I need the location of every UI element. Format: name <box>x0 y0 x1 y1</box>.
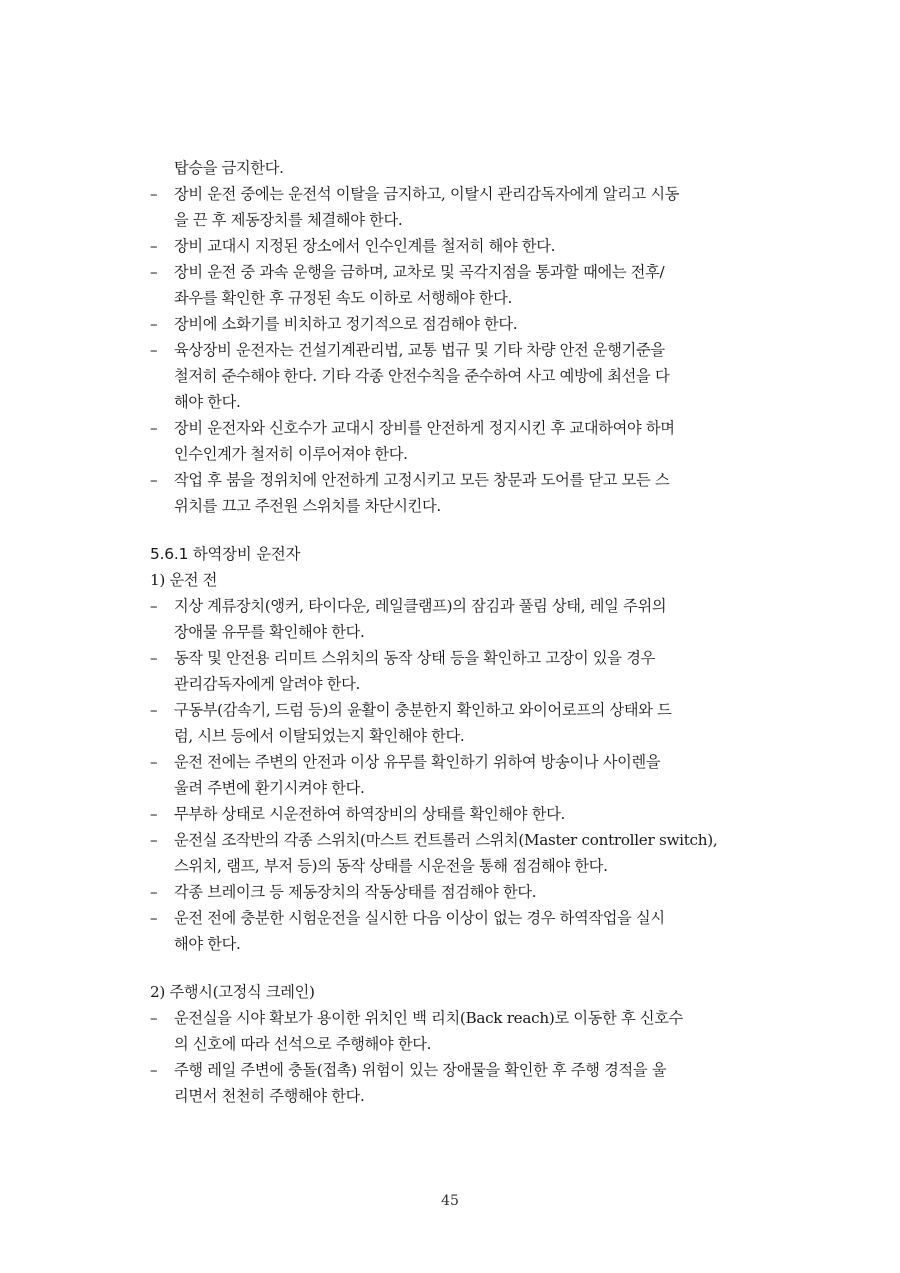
list-item-text: 장애물 유무를 확인해야 한다. <box>174 623 365 641</box>
list-item-text: 럼, 시브 등에서 이탈되었는지 확인해야 한다. <box>174 727 465 745</box>
spacer <box>150 519 758 541</box>
dash-bullet: – <box>150 805 158 823</box>
dash-bullet: – <box>150 883 158 901</box>
list-item-text: 주행 레일 주변에 충돌(접촉) 위험이 있는 장애물을 확인한 후 주행 경적을 울 <box>174 1061 667 1079</box>
dash-bullet: – <box>150 831 158 849</box>
dash-bullet: – <box>150 753 158 771</box>
list-item-text: 울려 주변에 환기시켜야 한다. <box>174 779 365 797</box>
list-item-text: 지상 계류장치(앵커, 타이다운, 레일클램프)의 잠김과 풀림 상태, 레일 주위의 <box>174 597 667 615</box>
list-item <box>150 1057 758 1109</box>
list-item-text: 리면서 천천히 주행해야 한다. <box>174 1087 365 1105</box>
list-item <box>150 415 758 467</box>
list-item <box>150 181 758 233</box>
list-item <box>150 905 758 957</box>
dash-bullet: – <box>150 649 158 667</box>
list-item-text: 운전 전에 충분한 시험운전을 실시한 다음 이상이 없는 경우 하역작업을 실시 <box>174 909 665 927</box>
list-item-text: 운전 전에는 주변의 안전과 이상 유무를 확인하기 위하여 방송이나 사이렌을 <box>174 753 661 771</box>
list-item <box>150 1005 758 1057</box>
list-item <box>150 827 758 879</box>
list-item-text: 육상장비 운전자는 건설기계관리법, 교통 법규 및 기타 차량 안전 운행기준을 <box>174 341 665 359</box>
list-item-text: 의 신호에 따라 선석으로 주행해야 한다. <box>174 1035 432 1053</box>
list-item-text: 스위치, 램프, 부저 등)의 동작 상태를 시운전을 통해 점검해야 한다. <box>174 857 608 875</box>
list-item-text: 각종 브레이크 등 제동장치의 작동상태를 점검해야 한다. <box>174 883 537 901</box>
list-item-text: 인수인계가 철저히 이루어져야 한다. <box>174 445 408 463</box>
dash-bullet: – <box>150 909 158 927</box>
intro-list <box>150 181 758 519</box>
list-item <box>150 467 758 519</box>
before-operation-list <box>150 593 758 957</box>
list-item <box>150 697 758 749</box>
list-item <box>150 593 758 645</box>
dash-bullet: – <box>150 701 158 719</box>
traveling-list <box>150 1005 758 1109</box>
intro-continuation: 탑승을 금지한다. <box>174 159 284 177</box>
list-item-text: 장비 운전자와 신호수가 교대시 장비를 안전하게 정지시킨 후 교대하여야 하며 <box>174 419 675 437</box>
list-item-text: 을 끈 후 제동장치를 체결해야 한다. <box>174 211 403 229</box>
list-item-text: 장비에 소화기를 비치하고 정기적으로 점검해야 한다. <box>174 315 518 333</box>
list-item <box>150 645 758 697</box>
list-item-text: 무부하 상태로 시운전하여 하역장비의 상태를 확인해야 한다. <box>174 805 565 823</box>
section-heading: 5.6.1 하역장비 운전자 <box>150 545 301 563</box>
list-item-text: 좌우를 확인한 후 규정된 속도 이하로 서행해야 한다. <box>174 289 513 307</box>
list-item-text: 철저히 준수해야 한다. 기타 각종 안전수칙을 준수하여 사고 예방에 최선을 다 <box>174 367 670 385</box>
list-item-text: 장비 교대시 지정된 장소에서 인수인계를 철저히 해야 한다. <box>174 237 556 255</box>
dash-bullet: – <box>150 1009 158 1027</box>
list-item-text: 관리감독자에게 알려야 한다. <box>174 675 361 693</box>
dash-bullet: – <box>150 1061 158 1079</box>
list-item-text: 해야 한다. <box>174 935 241 953</box>
page-number: 45 <box>441 1193 459 1209</box>
list-item-text: 장비 운전 중 과속 운행을 금하며, 교차로 및 곡각지점을 통과할 때에는 전후/ <box>174 263 665 281</box>
dash-bullet: – <box>150 471 158 489</box>
dash-bullet: – <box>150 341 158 359</box>
dash-bullet: – <box>150 185 158 203</box>
dash-bullet: – <box>150 237 158 255</box>
list-item-text: 위치를 끄고 주전원 스위치를 차단시킨다. <box>174 497 441 515</box>
dash-bullet: – <box>150 315 158 333</box>
dash-bullet: – <box>150 597 158 615</box>
list-item-text: 작업 후 붐을 정위치에 안전하게 고정시키고 모든 창문과 도어를 닫고 모든 스 <box>174 471 670 489</box>
dash-bullet: – <box>150 419 158 437</box>
list-item-text: 장비 운전 중에는 운전석 이탈을 금지하고, 이탈시 관리감독자에게 알리고 시동 <box>174 185 680 203</box>
list-item-text: 운전실 조작반의 각종 스위치(마스트 컨트롤러 스위치(Master controller switch), <box>174 831 718 849</box>
list-item-text: 운전실을 시야 확보가 용이한 위치인 백 리치(Back reach)로 이동한 후 신호수 <box>174 1009 683 1027</box>
list-item <box>150 311 758 337</box>
list-item <box>150 233 758 259</box>
list-item-text: 구동부(감속기, 드럼 등)의 윤활이 충분한지 확인하고 와이어로프의 상태와 드 <box>174 701 672 719</box>
list-item <box>150 749 758 801</box>
subsection-title-traveling: 2) 주행시(고정식 크레인) <box>150 983 315 1001</box>
page-content <box>150 155 758 1109</box>
list-item <box>150 801 758 827</box>
list-item <box>150 879 758 905</box>
spacer <box>150 957 758 979</box>
list-item-text: 동작 및 안전용 리미트 스위치의 동작 상태 등을 확인하고 고장이 있을 경우 <box>174 649 655 667</box>
dash-bullet: – <box>150 263 158 281</box>
list-item <box>150 259 758 311</box>
list-item-text: 해야 한다. <box>174 393 241 411</box>
list-item <box>150 337 758 415</box>
subsection-title-before-operation: 1) 운전 전 <box>150 571 218 589</box>
